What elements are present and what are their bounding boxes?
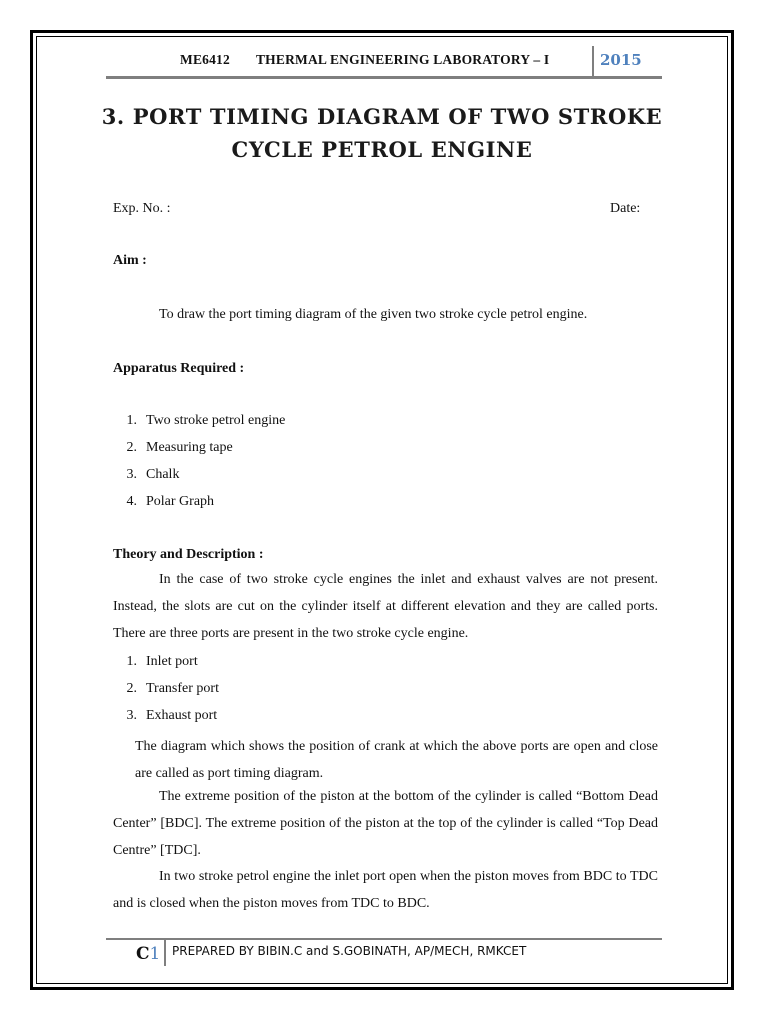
theory-paragraph-1 bbox=[113, 566, 658, 647]
date-label: Date: bbox=[610, 201, 641, 216]
list-item bbox=[115, 493, 285, 520]
list-item-number: 2. bbox=[126, 440, 137, 455]
aim-text: To draw the port timing diagram of the given two stroke cycle petrol engine. bbox=[159, 307, 588, 322]
list-item bbox=[115, 653, 219, 680]
footer-credit: PREPARED BY BIBIN.C and S.GOBINATH, AP/MECH, RMKCET bbox=[172, 944, 527, 958]
list-item bbox=[115, 439, 285, 466]
apparatus-list bbox=[115, 412, 285, 520]
theory-paragraph-4 bbox=[113, 863, 658, 917]
header-divider bbox=[592, 46, 594, 76]
footer-rule bbox=[106, 938, 662, 940]
ports-list bbox=[115, 653, 219, 734]
aim-heading: Aim : bbox=[113, 253, 147, 268]
list-item-number: 2. bbox=[126, 681, 137, 696]
title-line-2: CYCLE PETROL ENGINE bbox=[231, 137, 533, 162]
list-item bbox=[115, 680, 219, 707]
course-heading bbox=[180, 52, 549, 68]
list-item bbox=[115, 412, 285, 439]
course-code: ME6412 bbox=[180, 52, 230, 67]
list-item-label: Transfer port bbox=[146, 681, 219, 696]
list-item-number: 1. bbox=[126, 413, 137, 428]
list-item-label: Two stroke petrol engine bbox=[146, 413, 286, 428]
course-title: THERMAL ENGINEERING LABORATORY – I bbox=[255, 52, 550, 67]
list-item-number: 3. bbox=[126, 708, 137, 723]
page-header bbox=[106, 46, 662, 79]
theory-paragraph-2: The diagram which shows the position of crank at which the above ports are open and close are called as port timing diagram. bbox=[135, 739, 658, 781]
theory-paragraph-3-text: The extreme position of the piston at the bottom of the cylinder is called “Bottom Dead Center” [BDC]. The extreme position of the piston at the top of the cylinder is called “Top Dead Centre” [TDC]. bbox=[113, 789, 658, 858]
header-year: 2015 bbox=[600, 51, 642, 69]
apparatus-heading: Apparatus Required : bbox=[113, 361, 245, 376]
list-item-label: Exhaust port bbox=[146, 708, 218, 723]
page-number-prefix: C bbox=[136, 944, 150, 964]
theory-paragraph-4-text: In two stroke petrol engine the inlet port open when the piston moves from BDC to TDC and is closed when the piston moves from TDC to BDC. bbox=[113, 869, 658, 911]
list-item bbox=[115, 707, 219, 734]
list-item-label: Inlet port bbox=[146, 654, 198, 669]
list-item bbox=[115, 466, 285, 493]
title-line-1: 3. PORT TIMING DIAGRAM OF TWO STROKE bbox=[101, 104, 663, 129]
list-item-label: Polar Graph bbox=[146, 494, 215, 509]
list-item-label: Chalk bbox=[146, 467, 180, 482]
list-item-label: Measuring tape bbox=[146, 440, 233, 455]
theory-heading: Theory and Description : bbox=[113, 547, 264, 562]
exp-no-label: Exp. No. : bbox=[113, 201, 171, 216]
page-number bbox=[136, 944, 160, 964]
list-item-number: 1. bbox=[126, 654, 137, 669]
list-item-number: 4. bbox=[126, 494, 137, 509]
theory-paragraph-1-text: In the case of two stroke cycle engines the inlet and exhaust valves are not present. Instead, the slots are cut on the cylinder itself at different elevation and they are called ports. There are three ports are present in the two stroke cycle engine. bbox=[113, 572, 658, 641]
theory-paragraph-3 bbox=[113, 783, 658, 864]
document-title bbox=[80, 100, 684, 166]
page-number-value: 1 bbox=[149, 944, 161, 964]
list-item-number: 3. bbox=[126, 467, 137, 482]
footer-divider bbox=[164, 940, 166, 966]
